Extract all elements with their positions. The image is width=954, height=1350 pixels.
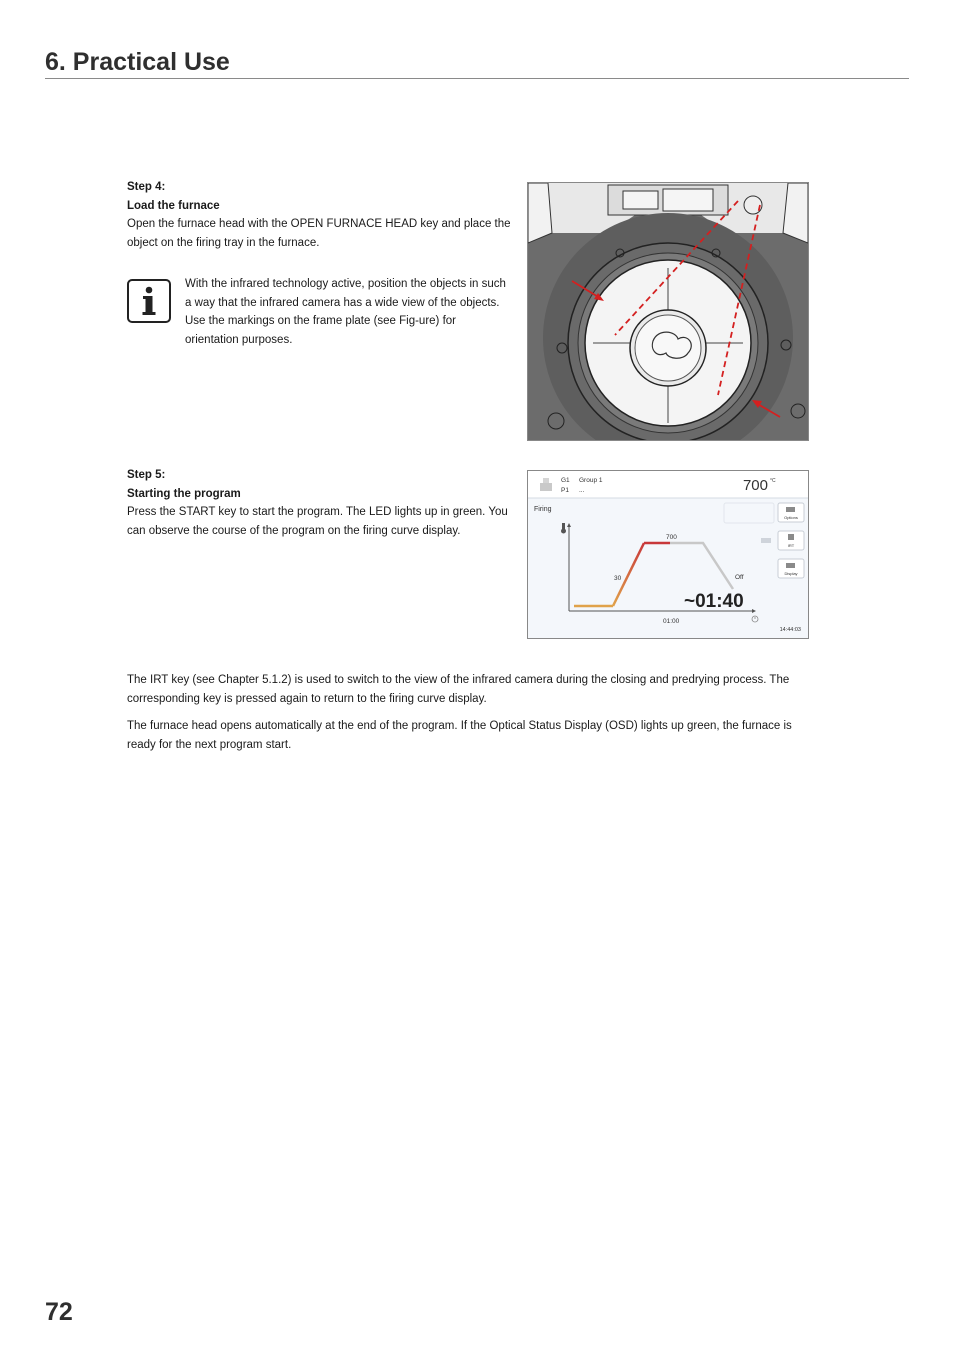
remaining-time: ~01:40 [684, 591, 744, 612]
irt-indicator-icon [761, 538, 771, 543]
group-name: Group 1 [579, 477, 603, 484]
title-rule [45, 78, 909, 79]
step4-label: Step 4: [127, 181, 166, 193]
display-icon [786, 563, 795, 568]
firing-curve-screen [527, 470, 809, 639]
step5-heading: Starting the program [127, 487, 241, 500]
irt-button-label: IRT [787, 543, 795, 548]
curve-label-start: 30 [614, 575, 622, 582]
options-button[interactable] [778, 503, 804, 522]
temperature-unit: °C [770, 478, 776, 484]
furnace-photo [527, 182, 809, 441]
clock-time: 14:44:03 [779, 627, 801, 633]
curve-label-time: 01:00 [663, 618, 680, 625]
page-number: 72 [45, 1298, 73, 1326]
display-button-label: Display [784, 571, 798, 576]
chapter-title: 6. Practical Use [45, 48, 230, 76]
curve-label-end: Off [735, 574, 744, 581]
step4-heading: Load the furnace [127, 199, 220, 212]
step5-label: Step 5: [127, 469, 166, 481]
group-code: G1 [561, 477, 570, 484]
options-icon [786, 507, 795, 512]
display-button[interactable] [778, 559, 804, 578]
options-button-label: Options [784, 515, 798, 520]
step5-body: Press the START key to start the program. The LED lights up in green. You can observe the course of the program on the firing curve display. [127, 506, 508, 537]
furnace-head-paragraph: The furnace head opens automatically at the end of the program. If the Optical Status Display (OSD) lights up green, the furnace is ready for the next program start. [127, 720, 792, 751]
step4-section [127, 178, 512, 252]
irt-button[interactable] [778, 531, 804, 550]
current-temperature: 700 [742, 477, 768, 494]
info-note: With the infrared technology active, position the objects in such a way that the infrared camera has a wide view of the objects. Use the markings on the frame plate (see Fig-ure) for orientation purposes. [185, 278, 506, 346]
program-name: ... [579, 487, 585, 494]
info-icon [127, 279, 171, 323]
program-code: P1 [561, 487, 569, 494]
irt-key-paragraph: The IRT key (see Chapter 5.1.2) is used to switch to the view of the infrared camera during the closing and predrying process. The corresponding key is pressed again to return to the firing curve display. [127, 674, 790, 705]
curve-label-peak: 700 [666, 534, 677, 541]
irt-icon [788, 534, 794, 540]
step4-body: Open the furnace head with the OPEN FURNACE HEAD key and place the object on the firing tray in the furnace. [127, 218, 511, 249]
step5-section [127, 466, 512, 540]
mode-label: Firing [534, 506, 552, 513]
